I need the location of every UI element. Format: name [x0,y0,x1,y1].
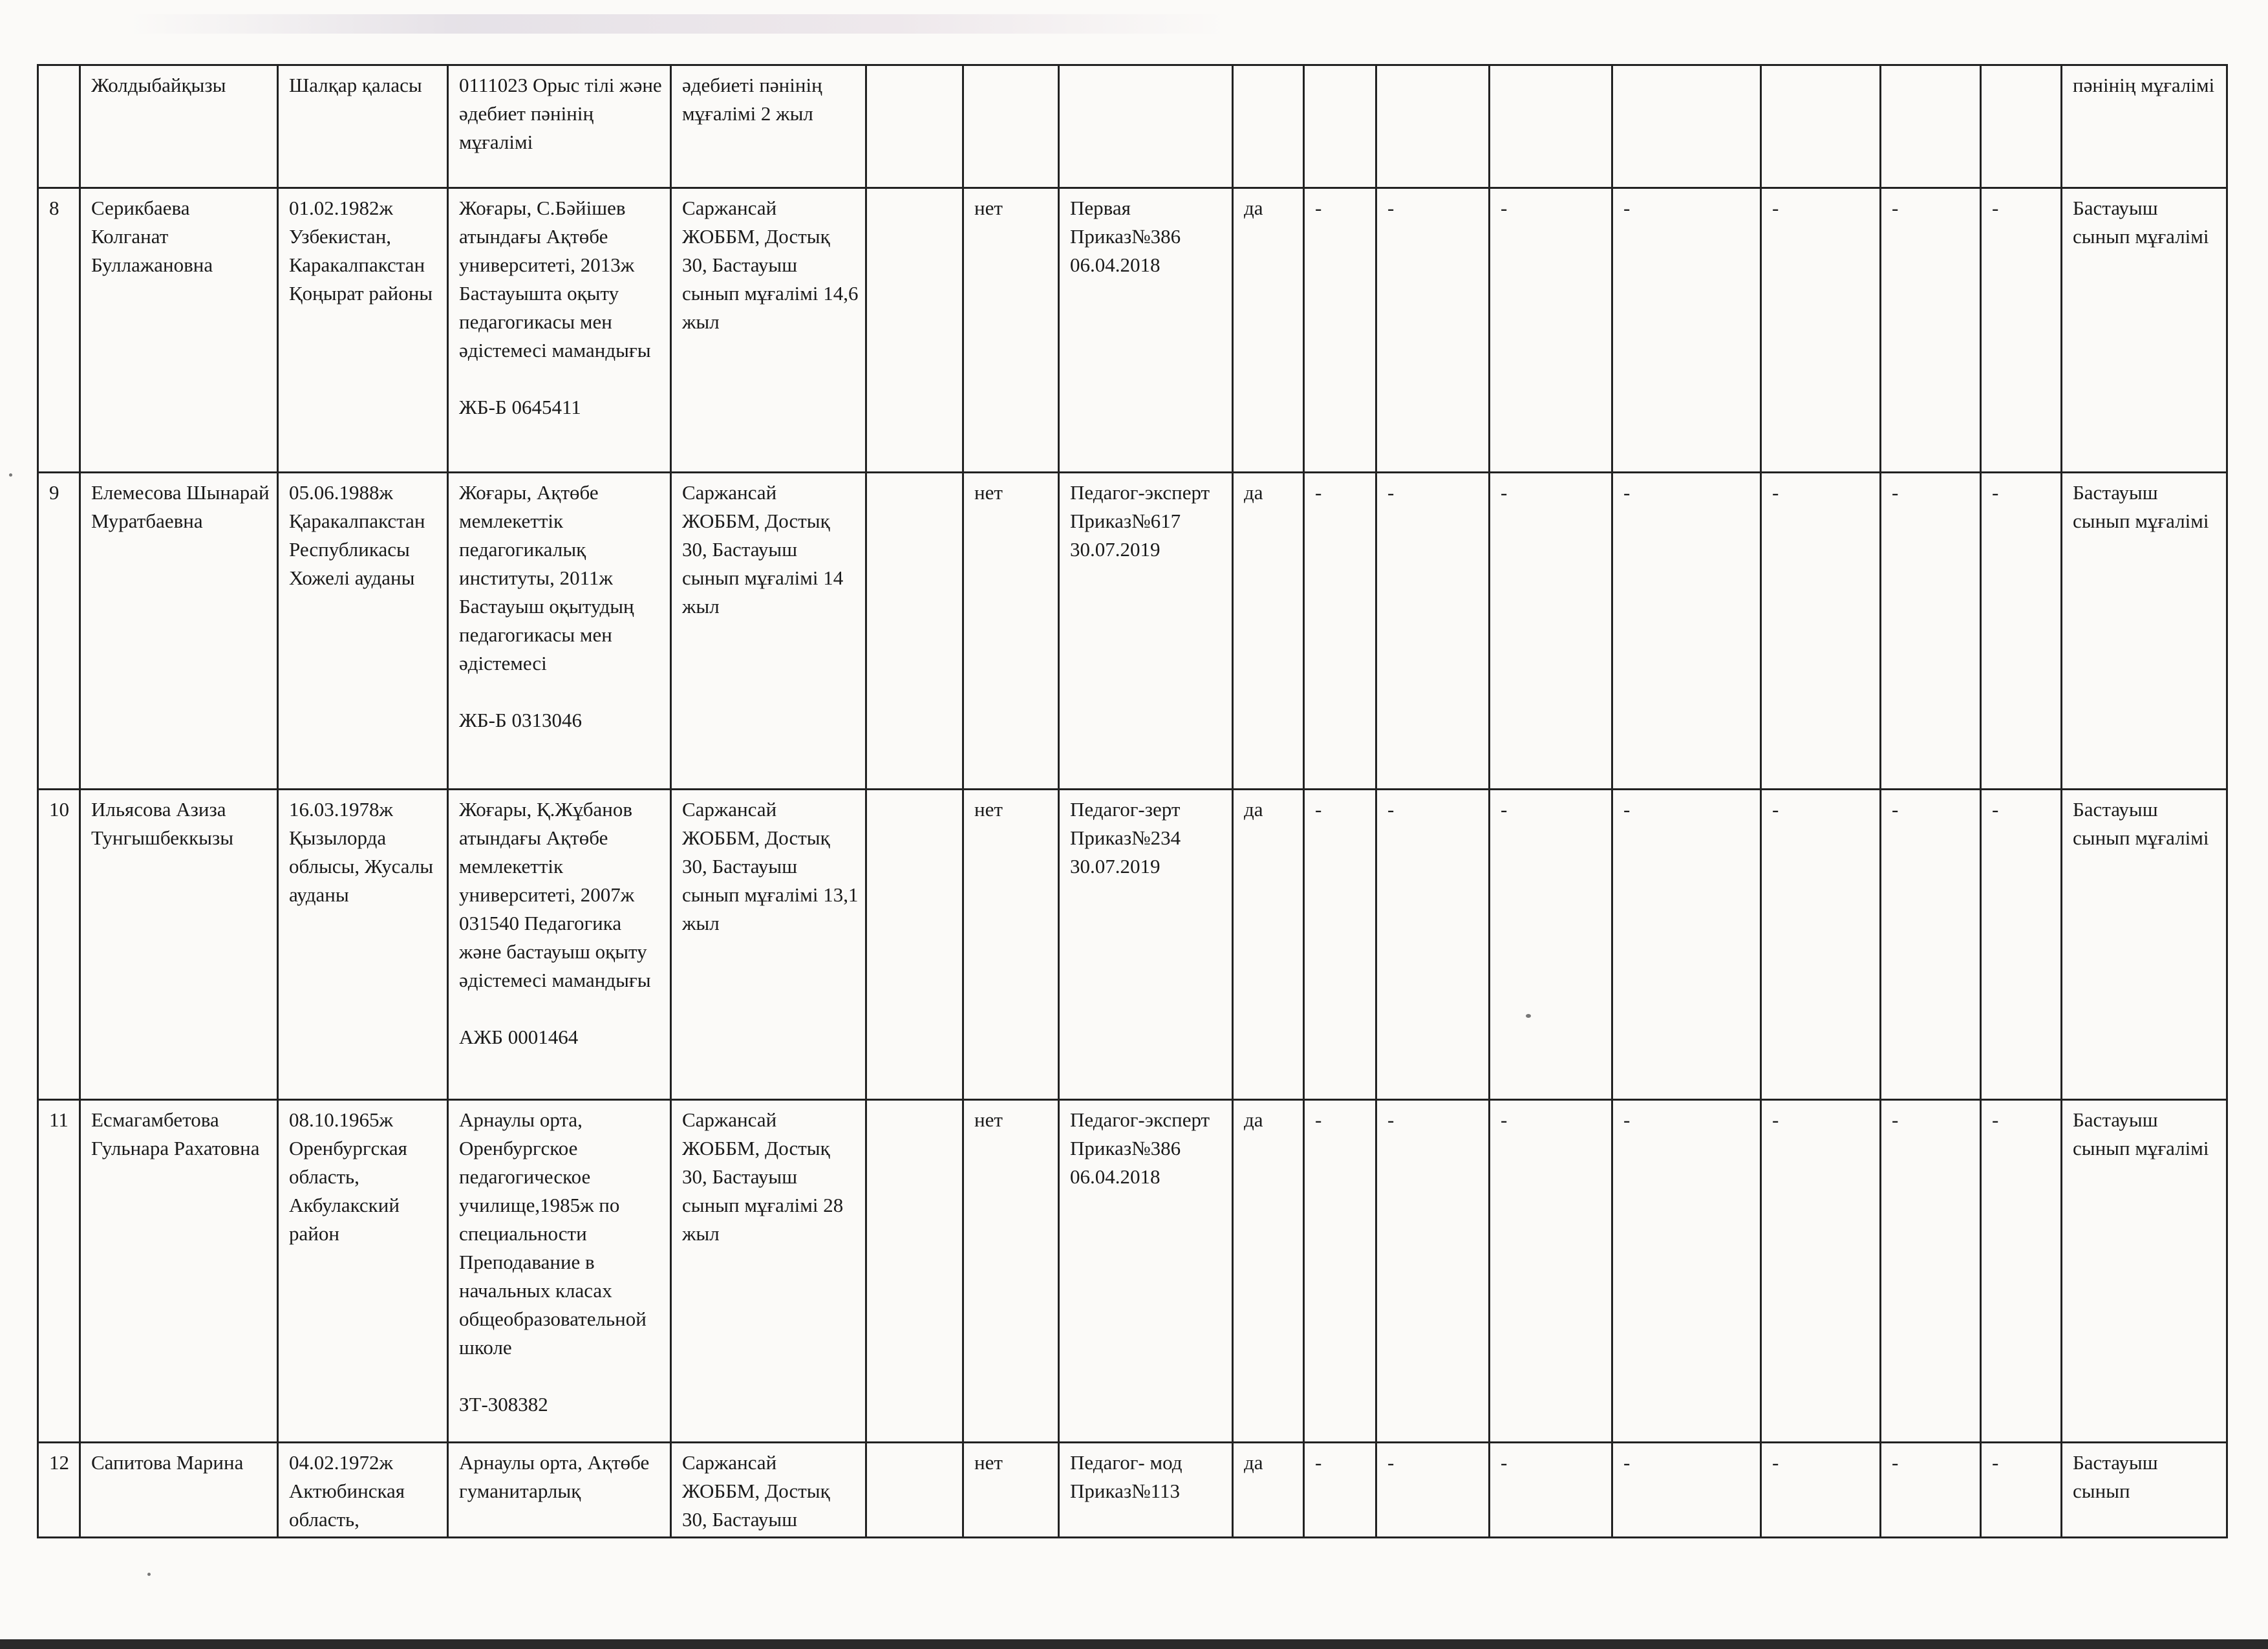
teacher-name: Серикбаева Колганат Буллажановна [80,188,278,473]
row-number: 12 [38,1443,80,1538]
dash-cell: - [1612,790,1761,1100]
dash-cell: - [1881,790,1981,1100]
birth-info: 08.10.1965ж Оренбургская область, Акбулакский район [278,1100,448,1443]
position-info: Бастауыш сынып мұғалімі [2062,790,2227,1100]
row-number: 11 [38,1100,80,1443]
dash-cell [1881,65,1981,188]
dash-cell: - [1761,790,1881,1100]
birth-info: 01.02.1982ж Узбекистан, Каракалпакстан Қоңырат районы [278,188,448,473]
empty-cell [866,473,963,790]
table-row [38,1443,2227,1538]
category-info: Педагог-зерт Приказ№234 30.07.2019 [1059,790,1233,1100]
position-info: Бастауыш сынып мұғалімі [2062,1100,2227,1443]
dash-cell: - [1304,790,1376,1100]
birth-info: 16.03.1978ж Қызылорда облысы, Жусалы ауданы [278,790,448,1100]
dash-cell: - [1376,1443,1490,1538]
teacher-name: Жолдыбайқызы [80,65,278,188]
dash-cell: - [1490,188,1612,473]
col9-value [1233,65,1304,188]
dash-cell: - [1981,473,2062,790]
dash-cell [1304,65,1376,188]
birth-info: 04.02.1972ж Актюбинская область, [278,1443,448,1538]
dash-cell: - [1490,790,1612,1100]
dash-cell [1490,65,1612,188]
row-number [38,65,80,188]
dash-cell: - [1881,1100,1981,1443]
col7-value: нет [963,1443,1059,1538]
col9-value: да [1233,1100,1304,1443]
col9-value: да [1233,188,1304,473]
col7-value: нет [963,473,1059,790]
dash-cell: - [1490,1443,1612,1538]
empty-cell [866,1443,963,1538]
table-row [38,1100,2227,1443]
table-row [38,188,2227,473]
teacher-name: Ильясова Азиза Тунгышбеккызы [80,790,278,1100]
position-info: Бастауыш сынып мұғалімі [2062,473,2227,790]
col9-value: да [1233,790,1304,1100]
dash-cell: - [1612,188,1761,473]
row-number: 8 [38,188,80,473]
table-row [38,65,2227,188]
dash-cell: - [1612,1100,1761,1443]
position-info: Бастауыш сынып [2062,1443,2227,1538]
empty-cell [866,790,963,1100]
staff-table [37,64,2228,1538]
dash-cell: - [1761,1100,1881,1443]
dash-cell [1981,65,2062,188]
scan-edge-bottom [0,1639,2268,1649]
position-info: пәнінің мұғалімі [2062,65,2227,188]
col9-value: да [1233,473,1304,790]
birth-info: Шалқар қаласы [278,65,448,188]
col7-value: нет [963,1100,1059,1443]
dash-cell: - [1612,1443,1761,1538]
position-info: Бастауыш сынып мұғалімі [2062,188,2227,473]
birth-info: 05.06.1988ж Қаракалпакстан Республикасы Хожелі ауданы [278,473,448,790]
dash-cell: - [1881,188,1981,473]
workplace-info: Саржансай ЖОББМ, Достық 30, Бастауыш сынып мұғалімі 28 жыл [671,1100,866,1443]
dash-cell: - [1376,790,1490,1100]
teacher-name: Сапитова Марина [80,1443,278,1538]
scan-speck [9,473,12,477]
dash-cell [1376,65,1490,188]
scan-artifact-top [129,14,1228,34]
empty-cell [866,188,963,473]
dash-cell: - [1981,1100,2062,1443]
col7-value [963,65,1059,188]
row-number: 9 [38,473,80,790]
workplace-info: әдебиеті пәнінің мұғалімі 2 жыл [671,65,866,188]
dash-cell: - [1761,473,1881,790]
dash-cell: - [1761,188,1881,473]
education-info: 0111023 Орыс тілі және әдебиет пәнінің мұғалімі [448,65,671,188]
col9-value: да [1233,1443,1304,1538]
education-info: Арнаулы орта, Оренбургское педагогическое училище,1985ж по специальности Преподавание в начальных класах общеобразовательной школе ЗТ-308382 [448,1100,671,1443]
category-info: Педагог-эксперт Приказ№617 30.07.2019 [1059,473,1233,790]
dash-cell: - [1376,1100,1490,1443]
education-info: Жоғары, Ақтөбе мемлекеттік педагогикалық институты, 2011ж Бастауыш оқытудың педагогикасы мен әдістемесі ЖБ-Б 0313046 [448,473,671,790]
workplace-info: Саржансай ЖОББМ, Достық 30, Бастауыш сынып мұғалімі 13,1 жыл [671,790,866,1100]
table-row [38,473,2227,790]
dash-cell: - [1376,188,1490,473]
dash-cell: - [1981,188,2062,473]
category-info [1059,65,1233,188]
dash-cell: - [1304,1443,1376,1538]
col7-value: нет [963,188,1059,473]
dash-cell: - [1376,473,1490,790]
row-number: 10 [38,790,80,1100]
teacher-name: Елемесова Шынарай Муратбаевна [80,473,278,790]
education-info: Жоғары, С.Бәйішев атындағы Ақтөбе университеті, 2013ж Бастауышта оқыту педагогикасы мен әдістемесі мамандығы ЖБ-Б 0645411 [448,188,671,473]
workplace-info: Саржансай ЖОББМ, Достық 30, Бастауыш сынып мұғалімі 14 жыл [671,473,866,790]
dash-cell: - [1304,1100,1376,1443]
dash-cell: - [1304,473,1376,790]
empty-cell [866,1100,963,1443]
teacher-name: Есмагамбетова Гульнара Рахатовна [80,1100,278,1443]
workplace-info: Саржансай ЖОББМ, Достық 30, Бастауыш [671,1443,866,1538]
table-row [38,790,2227,1100]
dash-cell: - [1981,1443,2062,1538]
dash-cell: - [1761,1443,1881,1538]
dash-cell: - [1304,188,1376,473]
dash-cell: - [1881,1443,1981,1538]
dash-cell: - [1612,473,1761,790]
empty-cell [866,65,963,188]
category-info: Педагог-эксперт Приказ№386 06.04.2018 [1059,1100,1233,1443]
category-info: Первая Приказ№386 06.04.2018 [1059,188,1233,473]
education-info: Арнаулы орта, Ақтөбе гуманитарлық [448,1443,671,1538]
dash-cell: - [1490,473,1612,790]
dash-cell: - [1881,473,1981,790]
col7-value: нет [963,790,1059,1100]
dash-cell [1761,65,1881,188]
dash-cell: - [1981,790,2062,1100]
scan-speck [147,1573,151,1576]
workplace-info: Саржансай ЖОББМ, Достық 30, Бастауыш сынып мұғалімі 14,6 жыл [671,188,866,473]
dash-cell: - [1490,1100,1612,1443]
dash-cell [1612,65,1761,188]
education-info: Жоғары, Қ.Жұбанов атындағы Ақтөбе мемлекеттік университеті, 2007ж 031540 Педагогика және бастауыш оқыту әдістемесі мамандығы АЖБ 0001464 [448,790,671,1100]
category-info: Педагог- мод Приказ№113 [1059,1443,1233,1538]
